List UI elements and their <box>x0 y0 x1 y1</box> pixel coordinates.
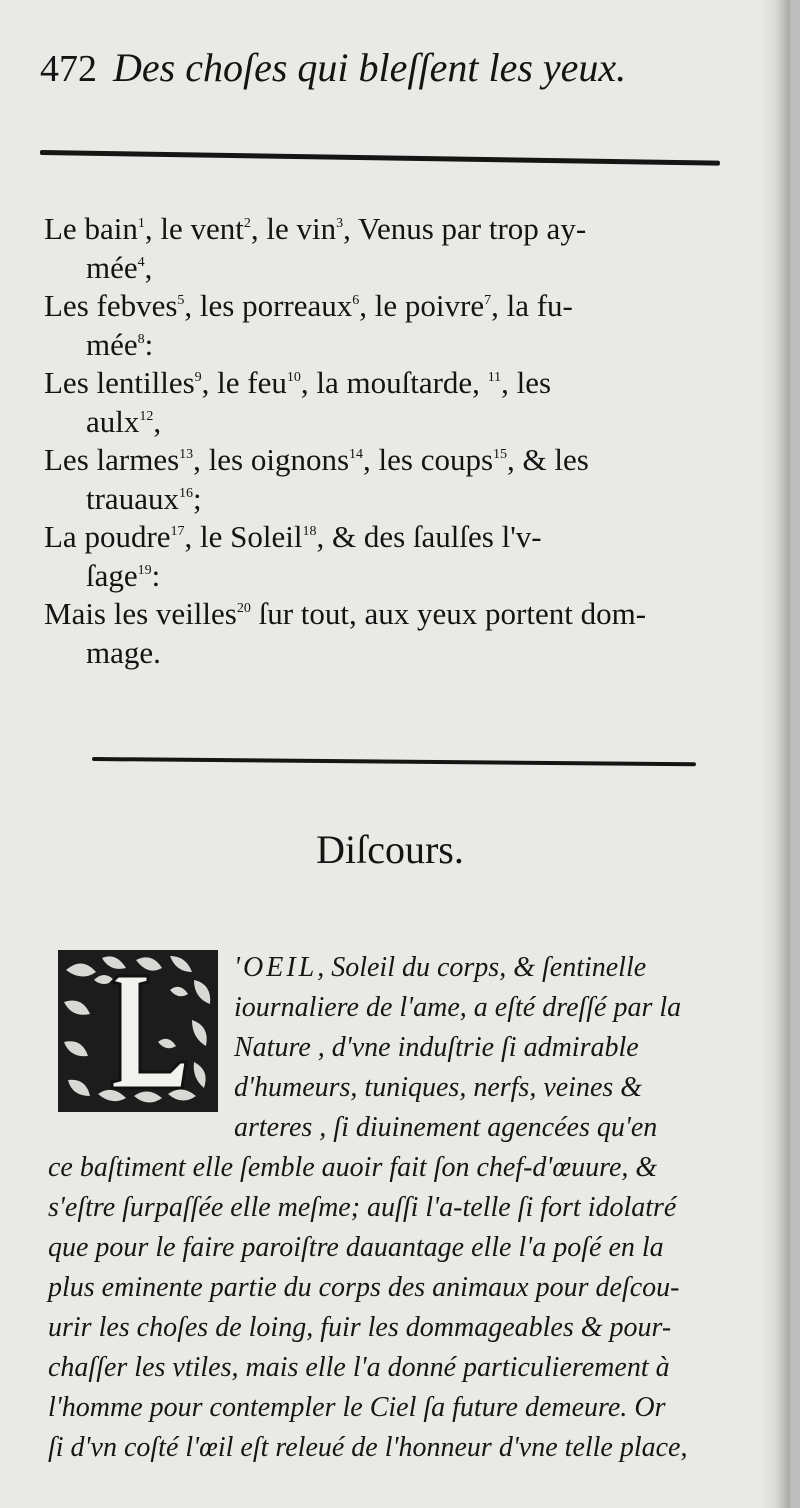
verse-line: mage. <box>86 634 161 670</box>
header-rule <box>40 150 720 166</box>
discourse-line: s'eſtre ſurpaſſée elle meſme; auſſi l'a-telle ſi fort idolatré <box>48 1192 677 1223</box>
section-rule <box>92 757 696 766</box>
running-head <box>40 38 720 98</box>
discourse-line: que pour le faire paroiſtre dauantage elle l'a poſé en la <box>48 1232 664 1263</box>
verse-line: Mais les veilles$^{20}$ ſur tout, aux yeux portent dom- <box>44 596 647 631</box>
page-gutter-shadow <box>760 0 790 1508</box>
verse-line: Les larmes$^{13}$, les oignons$^{14}$, les coups$^{15}$, & les <box>44 442 589 477</box>
discourse-line: plus eminente partie du corps des animaux pour deſcou- <box>48 1272 680 1303</box>
discourse-line: iournaliere de l'ame, a eſté dreſſé par la <box>234 992 682 1023</box>
discourse-body <box>48 1148 738 1468</box>
verse-line: mée$^8$: <box>86 326 154 362</box>
page-number: 472 <box>40 48 97 90</box>
opening-word: 'OEIL <box>234 952 318 983</box>
discourse-line: 'OEIL, Soleil du corps, & ſentinelle <box>234 952 647 983</box>
discourse-lead <box>234 948 734 1148</box>
verse-line: Les febves$^5$, les porreaux$^6$, le poivre$^7$, la fu- <box>44 288 573 323</box>
verse-line: La poudre$^{17}$, le Soleil$^{18}$, & des ſaulſes l'v- <box>44 519 542 554</box>
verse-line: aulx$^{12}$, <box>86 403 162 439</box>
discourse-line: Nature , d'vne induſtrie ſi admirable <box>234 1032 639 1063</box>
verse-line: ſage$^{19}$: <box>86 557 161 593</box>
verse-line: Le bain$^1$, le vent$^2$, le vin$^3$, Venus par trop ay- <box>44 211 587 246</box>
foliage-drop-cap-icon <box>58 950 218 1112</box>
verse-line: mée$^4$, <box>86 249 153 285</box>
discourse-line: ſi d'vn coſté l'œil eſt releué de l'honneur d'vne telle place, <box>48 1432 688 1463</box>
discourse-line: l'homme pour contempler le Ciel ſa future demeure. Or <box>48 1392 666 1423</box>
discourse-line: d'humeurs, tuniques, nerfs, veines & <box>234 1072 643 1103</box>
verse-block <box>44 210 734 672</box>
running-title: Des choſes qui bleſſent les yeux. <box>113 45 627 90</box>
discourse-line: ce baſtiment elle ſemble auoir fait ſon chef-d'œuure, & <box>48 1152 658 1183</box>
discourse-line: urir les choſes de loing, fuir les dommageables & pour- <box>48 1312 672 1343</box>
verse-line: Les lentilles$^9$, le feu$^{10}$, la mouſtarde, $^{11}$, les <box>44 365 552 400</box>
verse-line: trauaux$^{16}$; <box>86 480 202 516</box>
discourse-line: arteres , ſi diuinement agencées qu'en <box>234 1112 658 1143</box>
discourse-line: chaſſer les vtiles, mais elle l'a donné particulierement à <box>48 1352 670 1383</box>
section-title: Diſcours. <box>316 827 464 872</box>
